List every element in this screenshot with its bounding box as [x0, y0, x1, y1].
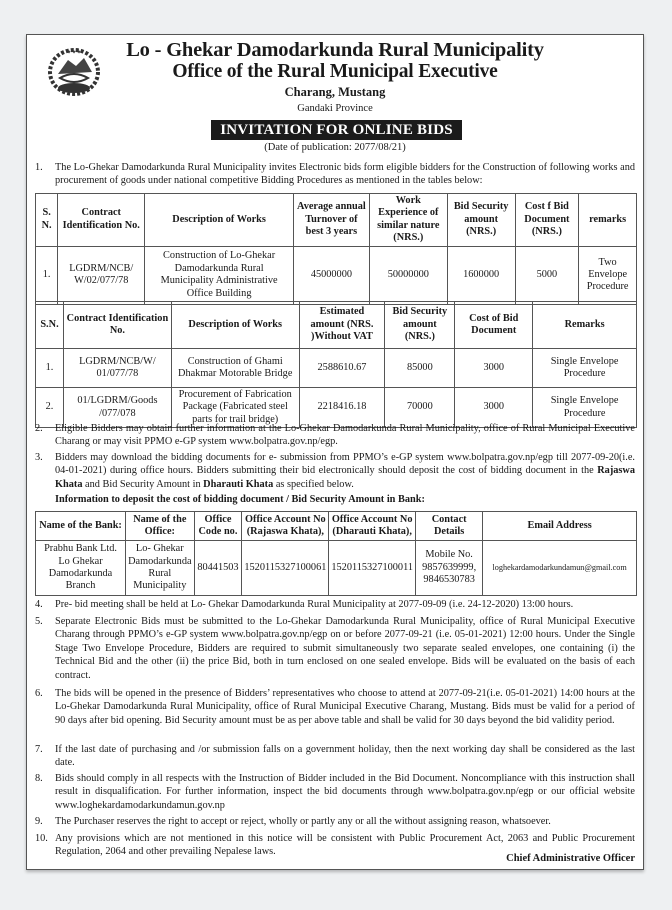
point-9: 9. The Purchaser reserves the right to accept or reject, wholly or partly any or all the without assigning reason, whatsoever.	[35, 816, 551, 827]
point-2: 2. Eligible Bidders may obtain further information at the Lo-Ghekar Damodarkunda Rural Municipality, office of Rural Municipal Executive Charang or may visit PPMO e-GP system www.bolpatra.gov.np/egp.	[35, 423, 635, 448]
works-table	[35, 193, 637, 305]
publication-date: (Date of publication: 2077/08/21)	[264, 142, 406, 153]
signature-chief-administrative-officer: Chief Administrative Officer	[506, 853, 635, 864]
table-row: 1. LGDRM/NCB/W/ 01/077/78 Construction of Ghami Dhakmar Motorable Bridge 2588610.67 85000 3000 Single Envelope Procedure	[36, 349, 637, 388]
point-3: 3. Bidders may download the bidding documents for e- submission from PPMO’s e-GP system www.bolpatra.gov.np/egp till 2077-09-20(i.e. 04-01-2021) during office hours. Bidders submitting their bid electronically should deposit the cost of bidding document in the Rajaswa Khata and Bid Security Amount in Dharauti Khata as specified below.	[35, 452, 635, 490]
table-row: 2. 01/LGDRM/Goods /077/078 Procurement of Fabrication Package (Fabricated steel parts for trail bridge) 2218416.18 70000 3000 Single Envelope Procedure	[36, 388, 637, 428]
point-7: 7. If the last date of purchasing and /or submission falls on a government holiday, then the next working day shall be considered as the last date.	[35, 744, 635, 769]
table-header-row: S.N. Contract Identification No. Description of Works Estimated amount (NRS. )Without VAT Bid Security amount (NRS.) Cost of Bid Document Remarks	[36, 302, 637, 349]
email-address: loghekardamodarkundamun@gmail.com	[483, 541, 637, 596]
point-1: 1. The Lo-Ghekar Damodarkunda Rural Municipality invites Electronic bids form eligible bidders for the Construction of following works and procurement of goods under national competitive Bidding Procedures as mentioned in the tables below:	[35, 162, 635, 187]
point-10: 10. Any provisions which are not mentioned in this notice will be consistent with Public Procurement Act, 2063 and Public Procurement Regulation, 2064 and other prevailing Nepalese laws.	[35, 833, 635, 858]
point-8: 8. Bids should comply in all respects with the Instruction of Bidder included in the Bid Document. Noncompliance with this instruction shall result in disqualification. For further information, inspect the bid documents through www.bolpatra.gov.np/egp or our official website www.loghekardamodarkundamun.gov.np	[35, 773, 635, 811]
point-4: 4. Pre- bid meeting shall be held at Lo- Ghekar Damodarkunda Rural Municipality at 2077-09-09 (i.e. 24-12-2020) 13:00 hours.	[35, 599, 574, 610]
bid-notice	[26, 34, 644, 870]
municipality-name: Lo - Ghekar Damodarkunda Rural Municipality	[126, 39, 544, 61]
location: Charang, Mustang	[284, 85, 386, 99]
bank-info-heading: Information to deposit the cost of bidding document / Bid Security Amount in Bank:	[55, 494, 425, 505]
rajaswa-khata: Rajaswa Khata	[55, 465, 635, 490]
dharauti-khata: Dharauti Khata	[203, 478, 274, 490]
notice-title-banner: INVITATION FOR ONLINE BIDS	[211, 120, 462, 140]
bank-info-table	[35, 511, 637, 596]
table-header-row: Name of the Bank: Name of the Office: Office Code no. Office Account No (Rajaswa Khata), Office Account No (Dharauti Khata), Contact Details Email Address	[36, 512, 637, 541]
point-5: 5. Separate Electronic Bids must be submitted to the Lo-Ghekar Damodarkunda Rural Municipality, office of Rural Municipal Executive Charang through PPMO’s e-GP system www.bolpatra.gov.np/egp on or before 2077-09-21 (i.e. 05-01-2021) 12:00 hours. Under the Single Stage Two Envelope Procedure, Bidders are required to submit simultaneously two separate sealed envelopes, one containing (i) the Technical Bid and the other (ii) the price Bid, both in turn enclosed on one sealed envelope. Bids will be evaluated on the basis of each contract.	[35, 616, 635, 681]
svg-text:✦✦✦: ✦✦✦	[66, 49, 82, 56]
province: Gandaki Province	[297, 103, 373, 114]
table-row: 1. LGDRM/NCB/ W/02/077/78 Construction of Lo-Ghekar Damodarkunda Rural Municipality Administrative Office Building 45000000 50000000 1600000 5000 Two Envelope Procedure	[36, 246, 637, 304]
goods-table	[35, 301, 637, 428]
table-header-row: S. N. Contract Identification No. Description of Works Average annual Turnover of best 3 years Work Experience of similar nature (NRS.) Bid Security amount (NRS.) Cost f Bid Document (NRS.) remarks	[36, 194, 637, 247]
point-6: 6. The bids will be opened in the presence of Bidders’ representatives who choose to attend at 2077-09-21(i.e. 05-01-2021) 14:00 hours at the Lo-Ghekar Damodarkunda Rural Municipality, office of Rural Municipal Executive Charang, Mustang. Bids must be valid for a period of 90 days after bid opening. Bid Security amount must be as per above table and shall be valid for 30 days beyond the bid validity period.	[35, 688, 635, 726]
office-name: Office of the Rural Municipal Executive	[172, 61, 498, 82]
table-row: Prabhu Bank Ltd. Lo Ghekar Damodarkunda Branch Lo- Ghekar Damodarkunda Rural Municipality 80441503 1520115327100061 1520115327100011 Mobile No. 9857639999, 9846530783 loghekardamodarkundamun@gmail.com	[36, 541, 637, 596]
